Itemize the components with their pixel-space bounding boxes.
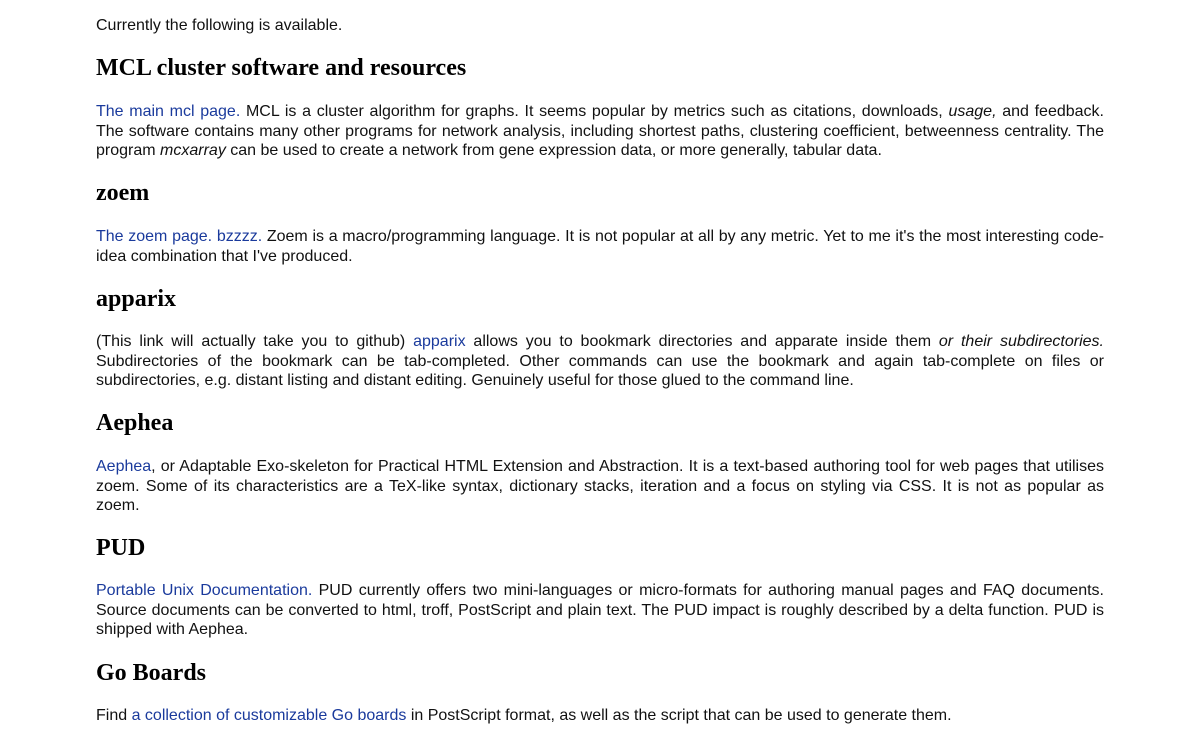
zoem-paragraph xyxy=(96,227,1104,266)
zoem-heading: zoem xyxy=(96,180,150,206)
mcl-text-3: can be used to create a network from gene expression data, or more generally, tabular data. xyxy=(225,142,882,159)
mcl-emphasis-mcxarray: mcxarray xyxy=(160,142,226,159)
zoem-page-link[interactable]: The zoem page. bzzzz. xyxy=(96,228,263,245)
apparix-emphasis: or their subdirectories. xyxy=(938,333,1104,350)
mcl-emphasis-usage: usage, xyxy=(948,103,997,120)
go-boards-paragraph xyxy=(96,706,1104,726)
aephea-heading: Aephea xyxy=(96,410,174,436)
mcl-heading: MCL cluster software and resources xyxy=(96,55,467,81)
aephea-text: , or Adaptable Exo-skeleton for Practical HTML Extension and Abstraction. It is a text-based authoring tool for web pages that utilises zoem. Some of its characteristics are a TeX-like syntax, dictionary stacks, iteration and a focus on styling via CSS. It is not as popular as zoem. xyxy=(96,458,1104,514)
mcl-page-link[interactable]: The main mcl page. xyxy=(96,103,241,120)
aephea-paragraph xyxy=(96,457,1104,516)
apparix-text-0: (This link will actually take you to github) xyxy=(96,333,414,350)
zoem-text: Zoem is a macro/programming language. It is not popular at all by any metric. Yet to me it's the most interesting code-idea combination that I've produced. xyxy=(96,228,1105,265)
aephea-link[interactable]: Aephea xyxy=(96,458,152,475)
pud-link[interactable]: Portable Unix Documentation. xyxy=(96,582,313,599)
pud-text: PUD currently offers two mini-languages or micro-formats for authoring manual pages and FAQ documents. Source documents can be converted to html, troff, PostScript and plain text. The PUD impact is roughly described by a delta function. PUD is shipped with Aephea. xyxy=(96,582,1104,638)
mcl-text-2: and feedback. The software contains many other programs for network analysis, including shortest paths, clustering coefficient, betweenness centrality. The program xyxy=(96,103,1104,159)
go-boards-link[interactable]: a collection of customizable Go boards xyxy=(131,707,407,724)
go-text-1: in PostScript format, as well as the script that can be used to generate them. xyxy=(406,707,952,724)
intro-text: Currently the following is available. xyxy=(96,17,343,34)
apparix-text-1: allows you to bookmark directories and apparate inside them xyxy=(465,333,939,350)
mcl-text-1: MCL is a cluster algorithm for graphs. It seems popular by metrics such as citations, downloads, xyxy=(240,103,949,120)
go-text-0: Find xyxy=(96,707,132,724)
apparix-heading: apparix xyxy=(96,286,177,312)
apparix-paragraph xyxy=(96,332,1104,391)
apparix-link[interactable]: apparix xyxy=(413,333,466,350)
apparix-text-2: Subdirectories of the bookmark can be tab-completed. Other commands can use the bookmark and again tab-complete on files or subdirectories, e.g. distant listing and distant editing. Genuinely useful for those glued to the command line. xyxy=(96,352,1104,389)
go-boards-heading: Go Boards xyxy=(96,660,207,686)
mcl-paragraph xyxy=(96,102,1104,161)
pud-heading: PUD xyxy=(96,535,146,561)
pud-paragraph xyxy=(96,581,1104,640)
